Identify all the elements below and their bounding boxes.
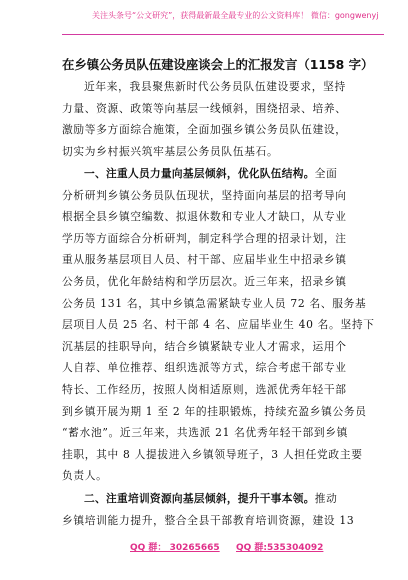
section-1-heading-tail: 全面	[314, 167, 338, 180]
header-banner: 关注头条号“公文研究”，获得最新最全最专业的公文资料库！ 微信：gongwenyj	[92, 11, 379, 20]
intro-paragraph	[62, 76, 384, 162]
section-1-line: 根据全县乡镇空编数、拟退休数和专业人才缺口，从专业	[62, 210, 347, 224]
section-1-line: 负责人。	[62, 469, 108, 483]
section-2-heading-line	[62, 488, 384, 510]
section-2-paragraph	[62, 488, 384, 531]
section-2-heading-tail: 推动	[314, 492, 338, 505]
intro-line: 近年来，我县聚焦新时代公务员队伍建设要求，坚持	[84, 80, 346, 93]
section-1-heading-line	[62, 163, 384, 185]
document-title: 在乡镇公务员队伍建设座谈会上的汇报发言（1158 字）	[62, 57, 374, 72]
section-2-line: 乡镇培训能力提升，整合全县干部教育培训资源，建设 13	[62, 513, 355, 527]
intro-line: 切实为乡村振兴筑牢基层公务员队伍基石。	[62, 144, 279, 158]
section-1-line: 挂职，其中 8 人提拔进入乡镇领导班子，3 人担任党政主要	[62, 447, 363, 461]
footer-qq-group-2[interactable]: QQ 群:535304092	[236, 543, 324, 553]
section-1-line: 特长、工作经历，按照人岗相适原则，选派优秀年轻干部	[62, 382, 347, 396]
section-1-line: “蓄水池”。近三年来，共选派 21 名优秀年轻干部到乡镇	[62, 426, 349, 440]
section-2-heading: 二、注重培训资源向基层倾斜，提升干事本领。	[84, 492, 315, 505]
section-1-line: 沉基层的挂职导向，结合乡镇紧缺专业人才需求，运用个	[62, 339, 347, 353]
section-1-line: 人自荐、单位推荐、组织选派等方式，综合考虑干部专业	[62, 361, 347, 375]
footer-qq-group-1[interactable]: QQ 群： 30265665	[130, 543, 220, 553]
intro-line: 激励等多方面综合施策，全面加强乡镇公务员队伍建设，	[62, 123, 347, 137]
section-1-line: 层项目人员 25 名、村干部 4 名、应届毕业生 40 名。坚持下	[62, 318, 375, 332]
section-1-line: 到乡镇开展为期 1 至 2 年的挂职锻炼，持续充盈乡镇公务员	[62, 404, 367, 418]
header-divider	[62, 34, 384, 35]
section-1-line: 分析研判乡镇公务员队伍现状，坚持面向基层的招考导向	[62, 188, 347, 202]
section-1-paragraph	[62, 163, 384, 487]
section-1-heading: 一、注重人员力量向基层倾斜，优化队伍结构。	[84, 167, 315, 180]
section-1-line: 学历等方面综合分析研判，制定科学合理的招录计划，注	[62, 231, 347, 245]
section-1-line: 公务员，优化年龄结构和学历层次。近三年来，招录乡镇	[62, 274, 347, 288]
section-1-line: 公务员 131 名，其中乡镇急需紧缺专业人员 72 名、服务基	[62, 296, 367, 310]
intro-line: 力量、资源、政策等向基层一线倾斜，围绕招录、培养、	[62, 101, 347, 115]
section-1-line: 重从服务基层项目人员、村干部、应届毕业生中招录乡镇	[62, 253, 347, 267]
